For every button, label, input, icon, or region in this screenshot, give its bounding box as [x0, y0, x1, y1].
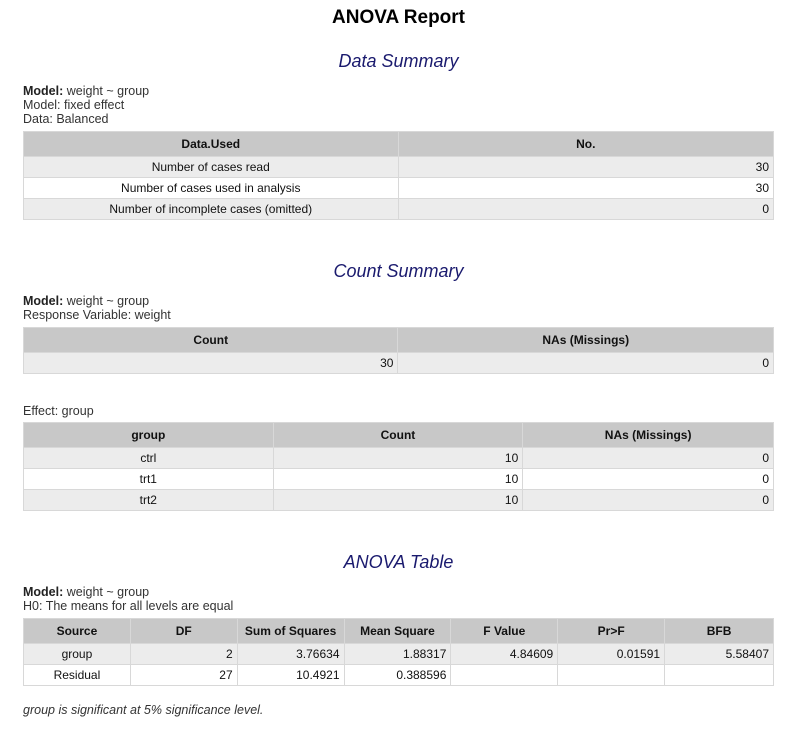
table-cell: Number of cases read	[24, 157, 399, 178]
column-header: Source	[24, 619, 131, 644]
count-summary-meta	[23, 294, 171, 322]
page-title: ANOVA Report	[332, 7, 465, 28]
table-row	[24, 490, 774, 511]
model-value: weight ~ group	[66, 585, 150, 599]
table-cell: 5.58407	[665, 644, 774, 665]
table-cell: 2	[130, 644, 237, 665]
table-row	[24, 644, 774, 665]
table-row	[24, 178, 774, 199]
table-cell: 30	[24, 353, 398, 374]
column-header: No.	[398, 132, 773, 157]
table-cell	[558, 665, 665, 686]
count-summary-heading: Count Summary	[333, 261, 464, 281]
table-cell: ctrl	[24, 448, 274, 469]
table-cell: trt1	[24, 469, 274, 490]
model-value: weight ~ group	[66, 294, 150, 308]
anova-table-heading: ANOVA Table	[343, 552, 454, 572]
table-cell: Number of incomplete cases (omitted)	[24, 199, 399, 220]
table-cell: 3.76634	[237, 644, 344, 665]
column-header: DF	[130, 619, 237, 644]
table-row	[24, 157, 774, 178]
null-hypothesis: H0: The means for all levels are equal	[23, 599, 234, 613]
table-cell	[665, 665, 774, 686]
table-header-row	[24, 619, 774, 644]
table-cell: 10	[273, 469, 523, 490]
column-header: Pr>F	[558, 619, 665, 644]
model-value: weight ~ group	[66, 84, 150, 98]
table-cell: 30	[398, 178, 773, 199]
table-cell: 0.01591	[558, 644, 665, 665]
column-header: Count	[273, 423, 523, 448]
column-header: NAs (Missings)	[523, 423, 774, 448]
table-cell: 4.84609	[451, 644, 558, 665]
model-label: Model:	[23, 585, 64, 599]
table-cell: 30	[398, 157, 773, 178]
anova-meta	[23, 585, 233, 613]
table-cell: 0	[398, 353, 774, 374]
table-cell: trt2	[24, 490, 274, 511]
table-header-row	[24, 132, 774, 157]
table-row	[24, 448, 774, 469]
response-variable: Response Variable: weight	[23, 308, 171, 322]
column-header: F Value	[451, 619, 558, 644]
table-cell: 0	[523, 490, 774, 511]
count-summary-table	[23, 327, 774, 374]
data-balance: Data: Balanced	[23, 112, 109, 126]
column-header: group	[24, 423, 274, 448]
column-header: Sum of Squares	[237, 619, 344, 644]
table-cell: 10	[273, 490, 523, 511]
data-summary-table	[23, 131, 774, 220]
table-cell: Number of cases used in analysis	[24, 178, 399, 199]
model-label: Model:	[23, 84, 64, 98]
column-header: NAs (Missings)	[398, 328, 774, 353]
table-cell: 27	[130, 665, 237, 686]
table-row	[24, 353, 774, 374]
column-header: BFB	[665, 619, 774, 644]
table-cell: Residual	[24, 665, 131, 686]
effect-table	[23, 422, 774, 511]
data-summary-meta	[23, 84, 149, 126]
model-type: Model: fixed effect	[23, 98, 125, 112]
table-cell: 1.88317	[344, 644, 451, 665]
table-row	[24, 199, 774, 220]
table-row	[24, 665, 774, 686]
table-header-row	[24, 423, 774, 448]
anova-table	[23, 618, 774, 686]
table-cell: 0	[523, 448, 774, 469]
table-cell: 10	[273, 448, 523, 469]
effect-label: Effect: group	[23, 404, 94, 418]
table-cell	[451, 665, 558, 686]
table-cell: group	[24, 644, 131, 665]
significance-note: group is significant at 5% significance level.	[23, 703, 264, 717]
column-header: Mean Square	[344, 619, 451, 644]
model-label: Model:	[23, 294, 64, 308]
column-header: Count	[24, 328, 398, 353]
column-header: Data.Used	[24, 132, 399, 157]
table-cell: 10.4921	[237, 665, 344, 686]
table-header-row	[24, 328, 774, 353]
table-row	[24, 469, 774, 490]
table-cell: 0	[523, 469, 774, 490]
table-cell: 0	[398, 199, 773, 220]
table-cell: 0.388596	[344, 665, 451, 686]
data-summary-heading: Data Summary	[338, 51, 459, 71]
